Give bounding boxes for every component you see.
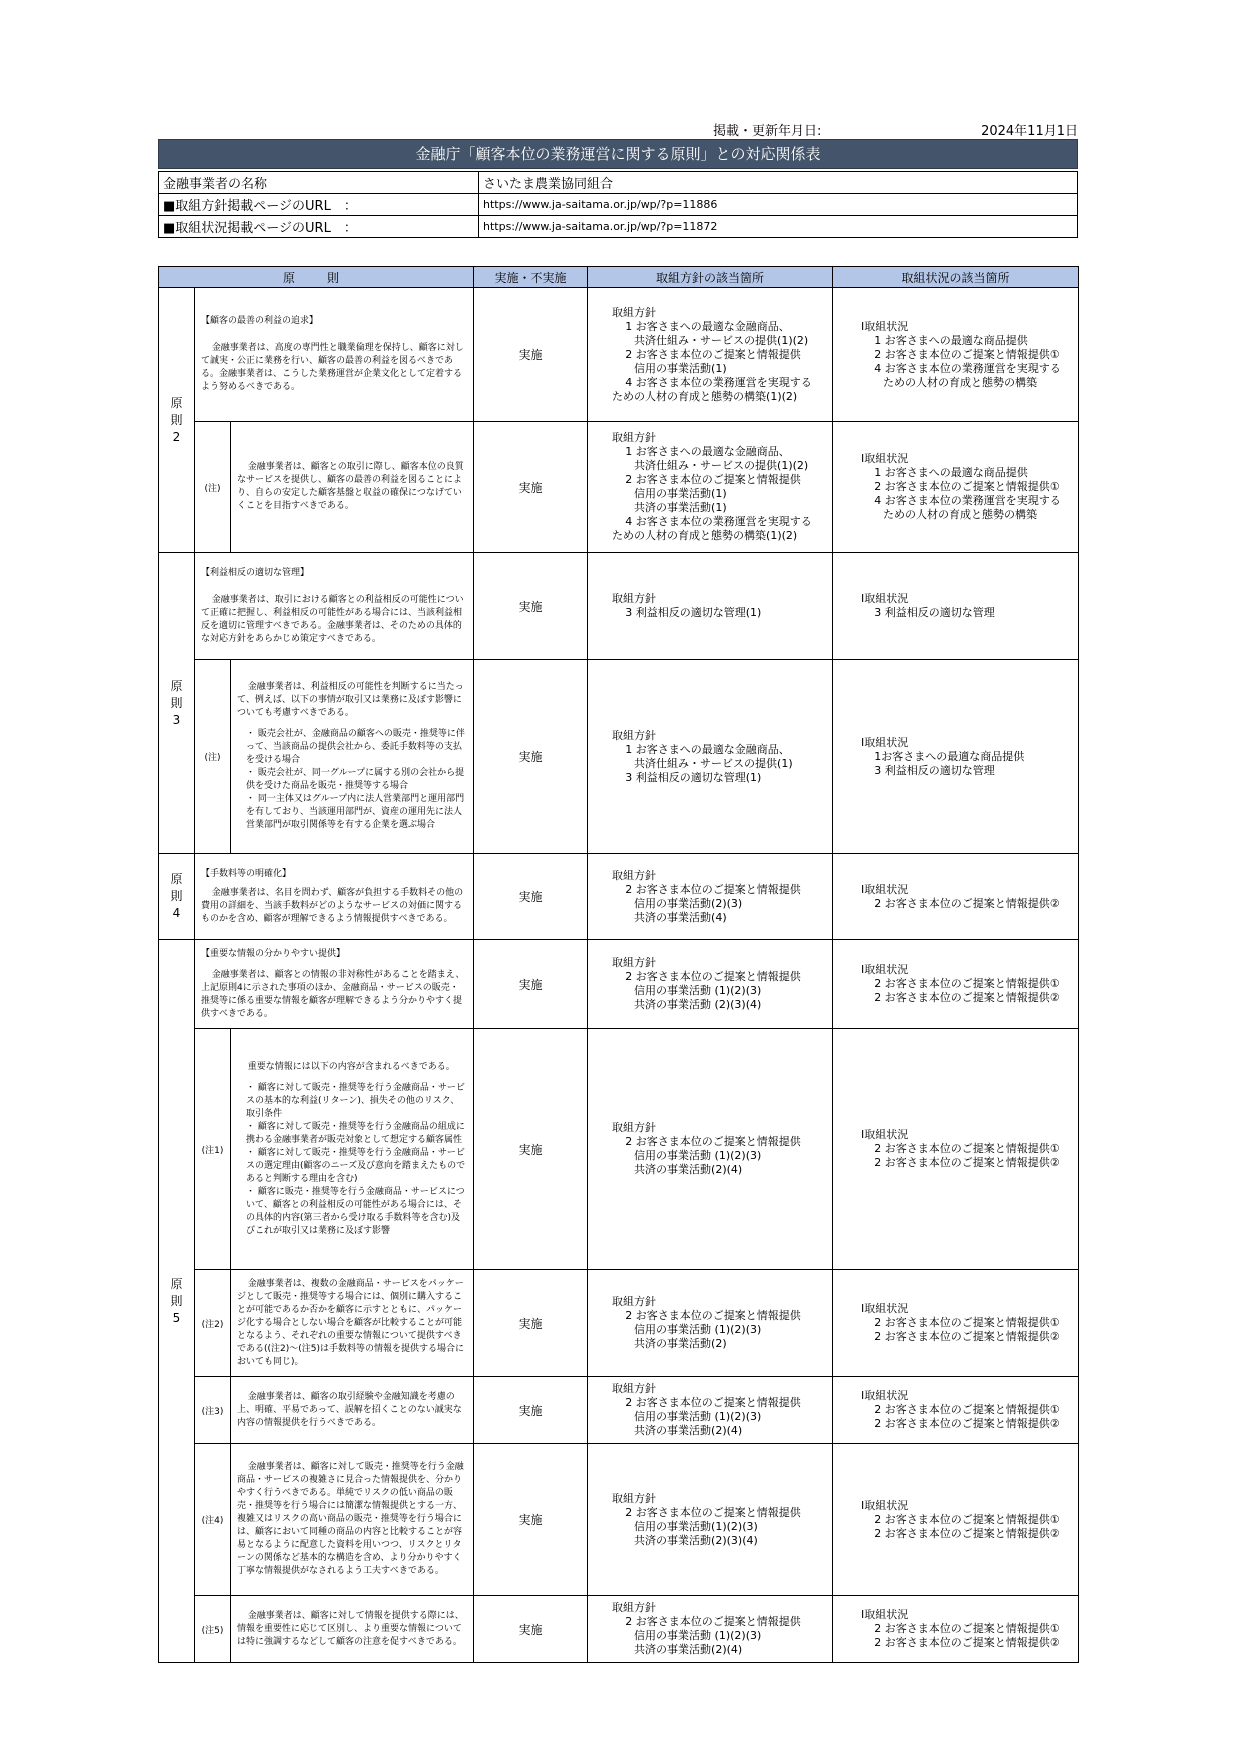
status-refs: Ⅰ取組状況 2 お客さま本位のご提案と情報提供① 2 お客さま本位のご提案と情報提供②	[833, 1377, 1079, 1444]
policy-refs: 取組方針 2 お客さま本位のご提案と情報提供 信用の事業活動 (1)(2)(3) 共済の事業活動(2)(4)	[588, 1029, 833, 1270]
company-info-table	[158, 171, 1078, 238]
implemented-status: 実施	[474, 288, 588, 422]
policy-refs: 取組方針 3 利益相反の適切な管理(1)	[588, 553, 833, 660]
principle-text: 【顧客の最善の利益の追求】 金融事業者は、高度の専門性と職業倫理を保持し、顧客に対して誠実・公正に業務を行い、顧客の最善の利益を図るべきである。金融事業者は、こうした業務運営が企業文化として定着するよう努めるべきである。	[195, 288, 474, 422]
implemented-status: 実施	[474, 1029, 588, 1270]
implemented-status: 実施	[474, 1377, 588, 1444]
note-text: 金融事業者は、顧客に対して販売・推奨等を行う金融商品・サービスの複雑さに見合った情報提供を、分かりやすく行うべきである。単純でリスクの低い商品の販売・推奨等を行う場合には簡潔な情報提供とする一方、複雑又はリスクの高い商品の販売・推奨等を行う場合には、顧客において同種の商品の内容と比較することが容易となるように配意した資料を用いつつ、リスクとリターンの関係など基本的な構造を含め、より分かりやすく丁寧な情報提供がなされるよう工夫すべきである。	[231, 1444, 474, 1596]
implemented-status: 実施	[474, 1270, 588, 1377]
col-implemented-header: 実施・不実施	[474, 267, 588, 288]
policy-refs: 取組方針 2 お客さま本位のご提案と情報提供 信用の事業活動 (1)(2)(3) 共済の事業活動(2)	[588, 1270, 833, 1377]
update-date-row	[158, 120, 1078, 138]
principle-label: 原 則 5	[159, 940, 195, 1663]
status-refs: Ⅰ取組状況 1 お客さまへの最適な商品提供 2 お客さま本位のご提案と情報提供① 4 お客さま本位の業務運営を実現する ための人材の育成と態勢の構築	[833, 422, 1079, 553]
note-label: (注)	[195, 660, 231, 854]
table-row	[159, 854, 1079, 940]
implemented-status: 実施	[474, 940, 588, 1029]
col-policy-header: 取組方針の該当箇所	[588, 267, 833, 288]
principle-text: 【利益相反の適切な管理】 金融事業者は、取引における顧客との利益相反の可能性について正確に把握し、利益相反の可能性がある場合には、当該利益相反を適切に管理すべきである。金融事業者は、そのための具体的な対応方針をあらかじめ策定すべきである。	[195, 553, 474, 660]
col-principle-header: 原 則	[159, 267, 474, 288]
implemented-status: 実施	[474, 660, 588, 854]
page-title: 金融庁「顧客本位の業務運営に関する原則」との対応関係表	[158, 139, 1078, 169]
table-row	[159, 1270, 1079, 1377]
status-refs: Ⅰ取組状況 2 お客さま本位のご提案と情報提供① 2 お客さま本位のご提案と情報提供②	[833, 1596, 1079, 1663]
company-name-label: 金融事業者の名称	[159, 172, 479, 194]
policy-refs: 取組方針 2 お客さま本位のご提案と情報提供 信用の事業活動 (1)(2)(3) 共済の事業活動 (2)(3)(4)	[588, 940, 833, 1029]
status-refs: Ⅰ取組状況 2 お客さま本位のご提案と情報提供① 2 お客さま本位のご提案と情報提供②	[833, 1029, 1079, 1270]
table-row	[159, 1029, 1079, 1270]
note-label: (注2)	[195, 1270, 231, 1377]
table-row	[159, 940, 1079, 1029]
policy-refs: 取組方針 2 お客さま本位のご提案と情報提供 信用の事業活動(1)(2)(3) 共済の事業活動(2)(3)(4)	[588, 1444, 833, 1596]
status-refs: Ⅰ取組状況 2 お客さま本位のご提案と情報提供②	[833, 854, 1079, 940]
status-refs: Ⅰ取組状況 1 お客さまへの最適な商品提供 2 お客さま本位のご提案と情報提供① 4 お客さま本位の業務運営を実現する ための人材の育成と態勢の構築	[833, 288, 1079, 422]
status-refs: Ⅰ取組状況 3 利益相反の適切な管理	[833, 553, 1079, 660]
principle-label: 原 則 4	[159, 854, 195, 940]
policy-refs: 取組方針 2 お客さま本位のご提案と情報提供 信用の事業活動 (1)(2)(3) 共済の事業活動(2)(4)	[588, 1596, 833, 1663]
implemented-status: 実施	[474, 1596, 588, 1663]
updated-date: 2024年11月1日	[981, 124, 1078, 139]
note-text: 金融事業者は、利益相反の可能性を判断するに当たって、例えば、以下の事情が取引又は業務に及ぼす影響についても考慮すべきである。 ・ 販売会社が、金融商品の顧客への販売・推奨等に伴って、当該商品の提供会社から、委託手数料等の支払を受ける場合 ・ 販売会社が、同一グループに属する別の会社から提供を受けた商品を販売・推奨等する場合 ・ 同一主体又はグループ内に法人営業部門と運用部門を有しており、当該運用部門が、資産の運用先に法人営業部門が取引関係等を有する企業を選ぶ場合	[231, 660, 474, 854]
note-label: (注4)	[195, 1444, 231, 1596]
correspondence-table	[158, 266, 1079, 1663]
note-label: (注3)	[195, 1377, 231, 1444]
principle-text: 【手数料等の明確化】 金融事業者は、名目を問わず、顧客が負担する手数料その他の費用の詳細を、当該手数料がどのようなサービスの対価に関するものかを含め、顧客が理解できるよう情報提供すべきである。	[195, 854, 474, 940]
updated-label: 掲載・更新年月日:	[713, 124, 822, 139]
table-row	[159, 1377, 1079, 1444]
policy-refs: 取組方針 1 お客さまへの最適な金融商品、 共済仕組み・サービスの提供(1) 3 利益相反の適切な管理(1)	[588, 660, 833, 854]
policy-url-link[interactable]: https://www.ja-saitama.or.jp/wp/?p=11886	[479, 194, 1078, 216]
note-text: 金融事業者は、複数の金融商品・サービスをパッケージとして販売・推奨等する場合には、個別に購入することが可能であるか否かを顧客に示すとともに、パッケージ化する場合としない場合を顧客が比較することが可能となるよう、それぞれの重要な情報について提供すべきである((注2)～(注5)は手数料等の情報を提供する場合においても同じ)。	[231, 1270, 474, 1377]
company-name-value: さいたま農業協同組合	[479, 172, 1078, 194]
implemented-status: 実施	[474, 422, 588, 553]
status-refs: Ⅰ取組状況 2 お客さま本位のご提案と情報提供① 2 お客さま本位のご提案と情報提供②	[833, 940, 1079, 1029]
note-text: 金融事業者は、顧客に対して情報を提供する際には、情報を重要性に応じて区別し、より重要な情報については特に強調するなどして顧客の注意を促すべきである。	[231, 1596, 474, 1663]
status-refs: Ⅰ取組状況 2 お客さま本位のご提案と情報提供① 2 お客さま本位のご提案と情報提供②	[833, 1444, 1079, 1596]
principle-text: 【重要な情報の分かりやすい提供】 金融事業者は、顧客との情報の非対称性があることを踏まえ、上記原則4に示された事項のほか、金融商品・サービスの販売・推奨等に係る重要な情報を顧客が理解できるよう分かりやすく提供すべきである。	[195, 940, 474, 1029]
status-refs: Ⅰ取組状況 1お客さまへの最適な商品提供 3 利益相反の適切な管理	[833, 660, 1079, 854]
table-row	[159, 553, 1079, 660]
principle-label: 原 則 3	[159, 553, 195, 854]
table-row	[159, 288, 1079, 422]
implemented-status: 実施	[474, 1444, 588, 1596]
policy-refs: 取組方針 2 お客さま本位のご提案と情報提供 信用の事業活動(2)(3) 共済の事業活動(4)	[588, 854, 833, 940]
table-row	[159, 422, 1079, 553]
status-url-link[interactable]: https://www.ja-saitama.or.jp/wp/?p=11872	[479, 216, 1078, 238]
note-text: 重要な情報には以下の内容が含まれるべきである。 ・ 顧客に対して販売・推奨等を行う金融商品・サービスの基本的な利益(リターン)、損失その他のリスク、取引条件 ・ 顧客に対して販売・推奨等を行う金融商品の組成に携わる金融事業者が販売対象として想定する顧客属性 ・ 顧客に対して販売・推奨等を行う金融商品・サービスの選定理由(顧客のニーズ及び意向を踏まえたものであると判断する理由を含む) ・ 顧客に販売・推奨等を行う金融商品・サービスについて、顧客との利益相反の可能性がある場合には、その具体的内容(第三者から受け取る手数料等を含む)及びこれが取引又は業務に及ぼす影響	[231, 1029, 474, 1270]
status-refs: Ⅰ取組状況 2 お客さま本位のご提案と情報提供① 2 お客さま本位のご提案と情報提供②	[833, 1270, 1079, 1377]
note-label: (注5)	[195, 1596, 231, 1663]
policy-refs: 取組方針 2 お客さま本位のご提案と情報提供 信用の事業活動 (1)(2)(3) 共済の事業活動(2)(4)	[588, 1377, 833, 1444]
note-text: 金融事業者は、顧客の取引経験や金融知識を考慮の上、明確、平易であって、誤解を招くことのない誠実な内容の情報提供を行うべきである。	[231, 1377, 474, 1444]
note-label: (注1)	[195, 1029, 231, 1270]
note-label: (注)	[195, 422, 231, 553]
implemented-status: 実施	[474, 854, 588, 940]
col-status-header: 取組状況の該当箇所	[833, 267, 1079, 288]
policy-refs: 取組方針 1 お客さまへの最適な金融商品、 共済仕組み・サービスの提供(1)(2) 2 お客さま本位のご提案と情報提供 信用の事業活動(1) 4 お客さま本位の業務運営を実現する ための人材の育成と態勢の構築(1)(2)	[588, 288, 833, 422]
note-text: 金融事業者は、顧客との取引に際し、顧客本位の良質なサービスを提供し、顧客の最善の利益を図ることにより、自らの安定した顧客基盤と収益の確保につなげていくことを目指すべきである。	[231, 422, 474, 553]
status-url-label: ■取組状況掲載ページのURL ：	[159, 216, 479, 238]
implemented-status: 実施	[474, 553, 588, 660]
policy-refs: 取組方針 1 お客さまへの最適な金融商品、 共済仕組み・サービスの提供(1)(2) 2 お客さま本位のご提案と情報提供 信用の事業活動(1) 共済の事業活動(1) 4 お客さま本位の業務運営を実現する ための人材の育成と態勢の構築(1)(2)	[588, 422, 833, 553]
policy-url-label: ■取組方針掲載ページのURL ：	[159, 194, 479, 216]
table-row	[159, 1444, 1079, 1596]
principle-label: 原 則 2	[159, 288, 195, 553]
table-row	[159, 1596, 1079, 1663]
table-row	[159, 660, 1079, 854]
